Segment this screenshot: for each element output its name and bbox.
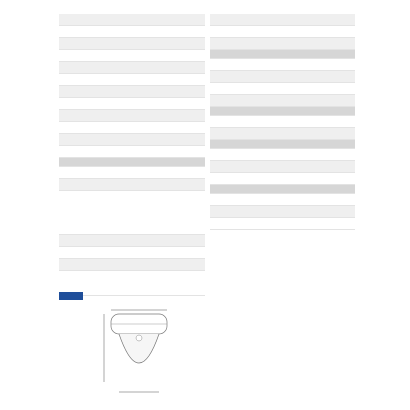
spec-row	[59, 191, 205, 235]
spec-row	[59, 235, 205, 247]
spec-row	[210, 59, 355, 71]
spec-row	[210, 149, 355, 161]
spec-row	[59, 146, 205, 158]
spec-row	[210, 194, 355, 206]
spec-row	[59, 167, 205, 179]
spec-row	[59, 98, 205, 110]
section-header	[210, 50, 355, 59]
spec-row	[210, 26, 355, 38]
camera-lens-detail	[136, 335, 142, 341]
spec-row	[59, 86, 205, 98]
spec-row	[210, 95, 355, 107]
spec-row	[59, 179, 205, 191]
camera-dimension-drawing	[59, 302, 199, 410]
spec-row	[210, 218, 355, 230]
spec-row	[59, 26, 205, 38]
spec-row	[59, 62, 205, 74]
spec-row	[59, 134, 205, 146]
spec-row	[210, 14, 355, 26]
spec-row	[59, 110, 205, 122]
spec-row	[210, 38, 355, 50]
spec-row	[59, 247, 205, 259]
spec-row	[59, 38, 205, 50]
spec-row	[210, 173, 355, 185]
section-header	[210, 140, 355, 149]
section-header	[210, 185, 355, 194]
spec-row	[210, 71, 355, 83]
spec-row	[210, 128, 355, 140]
spec-row	[210, 206, 355, 218]
spec-row	[59, 14, 205, 26]
spec-row	[210, 116, 355, 128]
section-header	[210, 107, 355, 116]
dimensions-section-tag	[59, 292, 83, 300]
spec-row	[59, 50, 205, 62]
spec-row	[59, 259, 205, 271]
spec-row	[59, 74, 205, 86]
spec-table-left	[59, 14, 205, 296]
spec-row	[59, 122, 205, 134]
spec-row	[210, 83, 355, 95]
spec-table-right	[210, 14, 355, 230]
spec-row	[210, 161, 355, 173]
section-header	[59, 158, 205, 167]
